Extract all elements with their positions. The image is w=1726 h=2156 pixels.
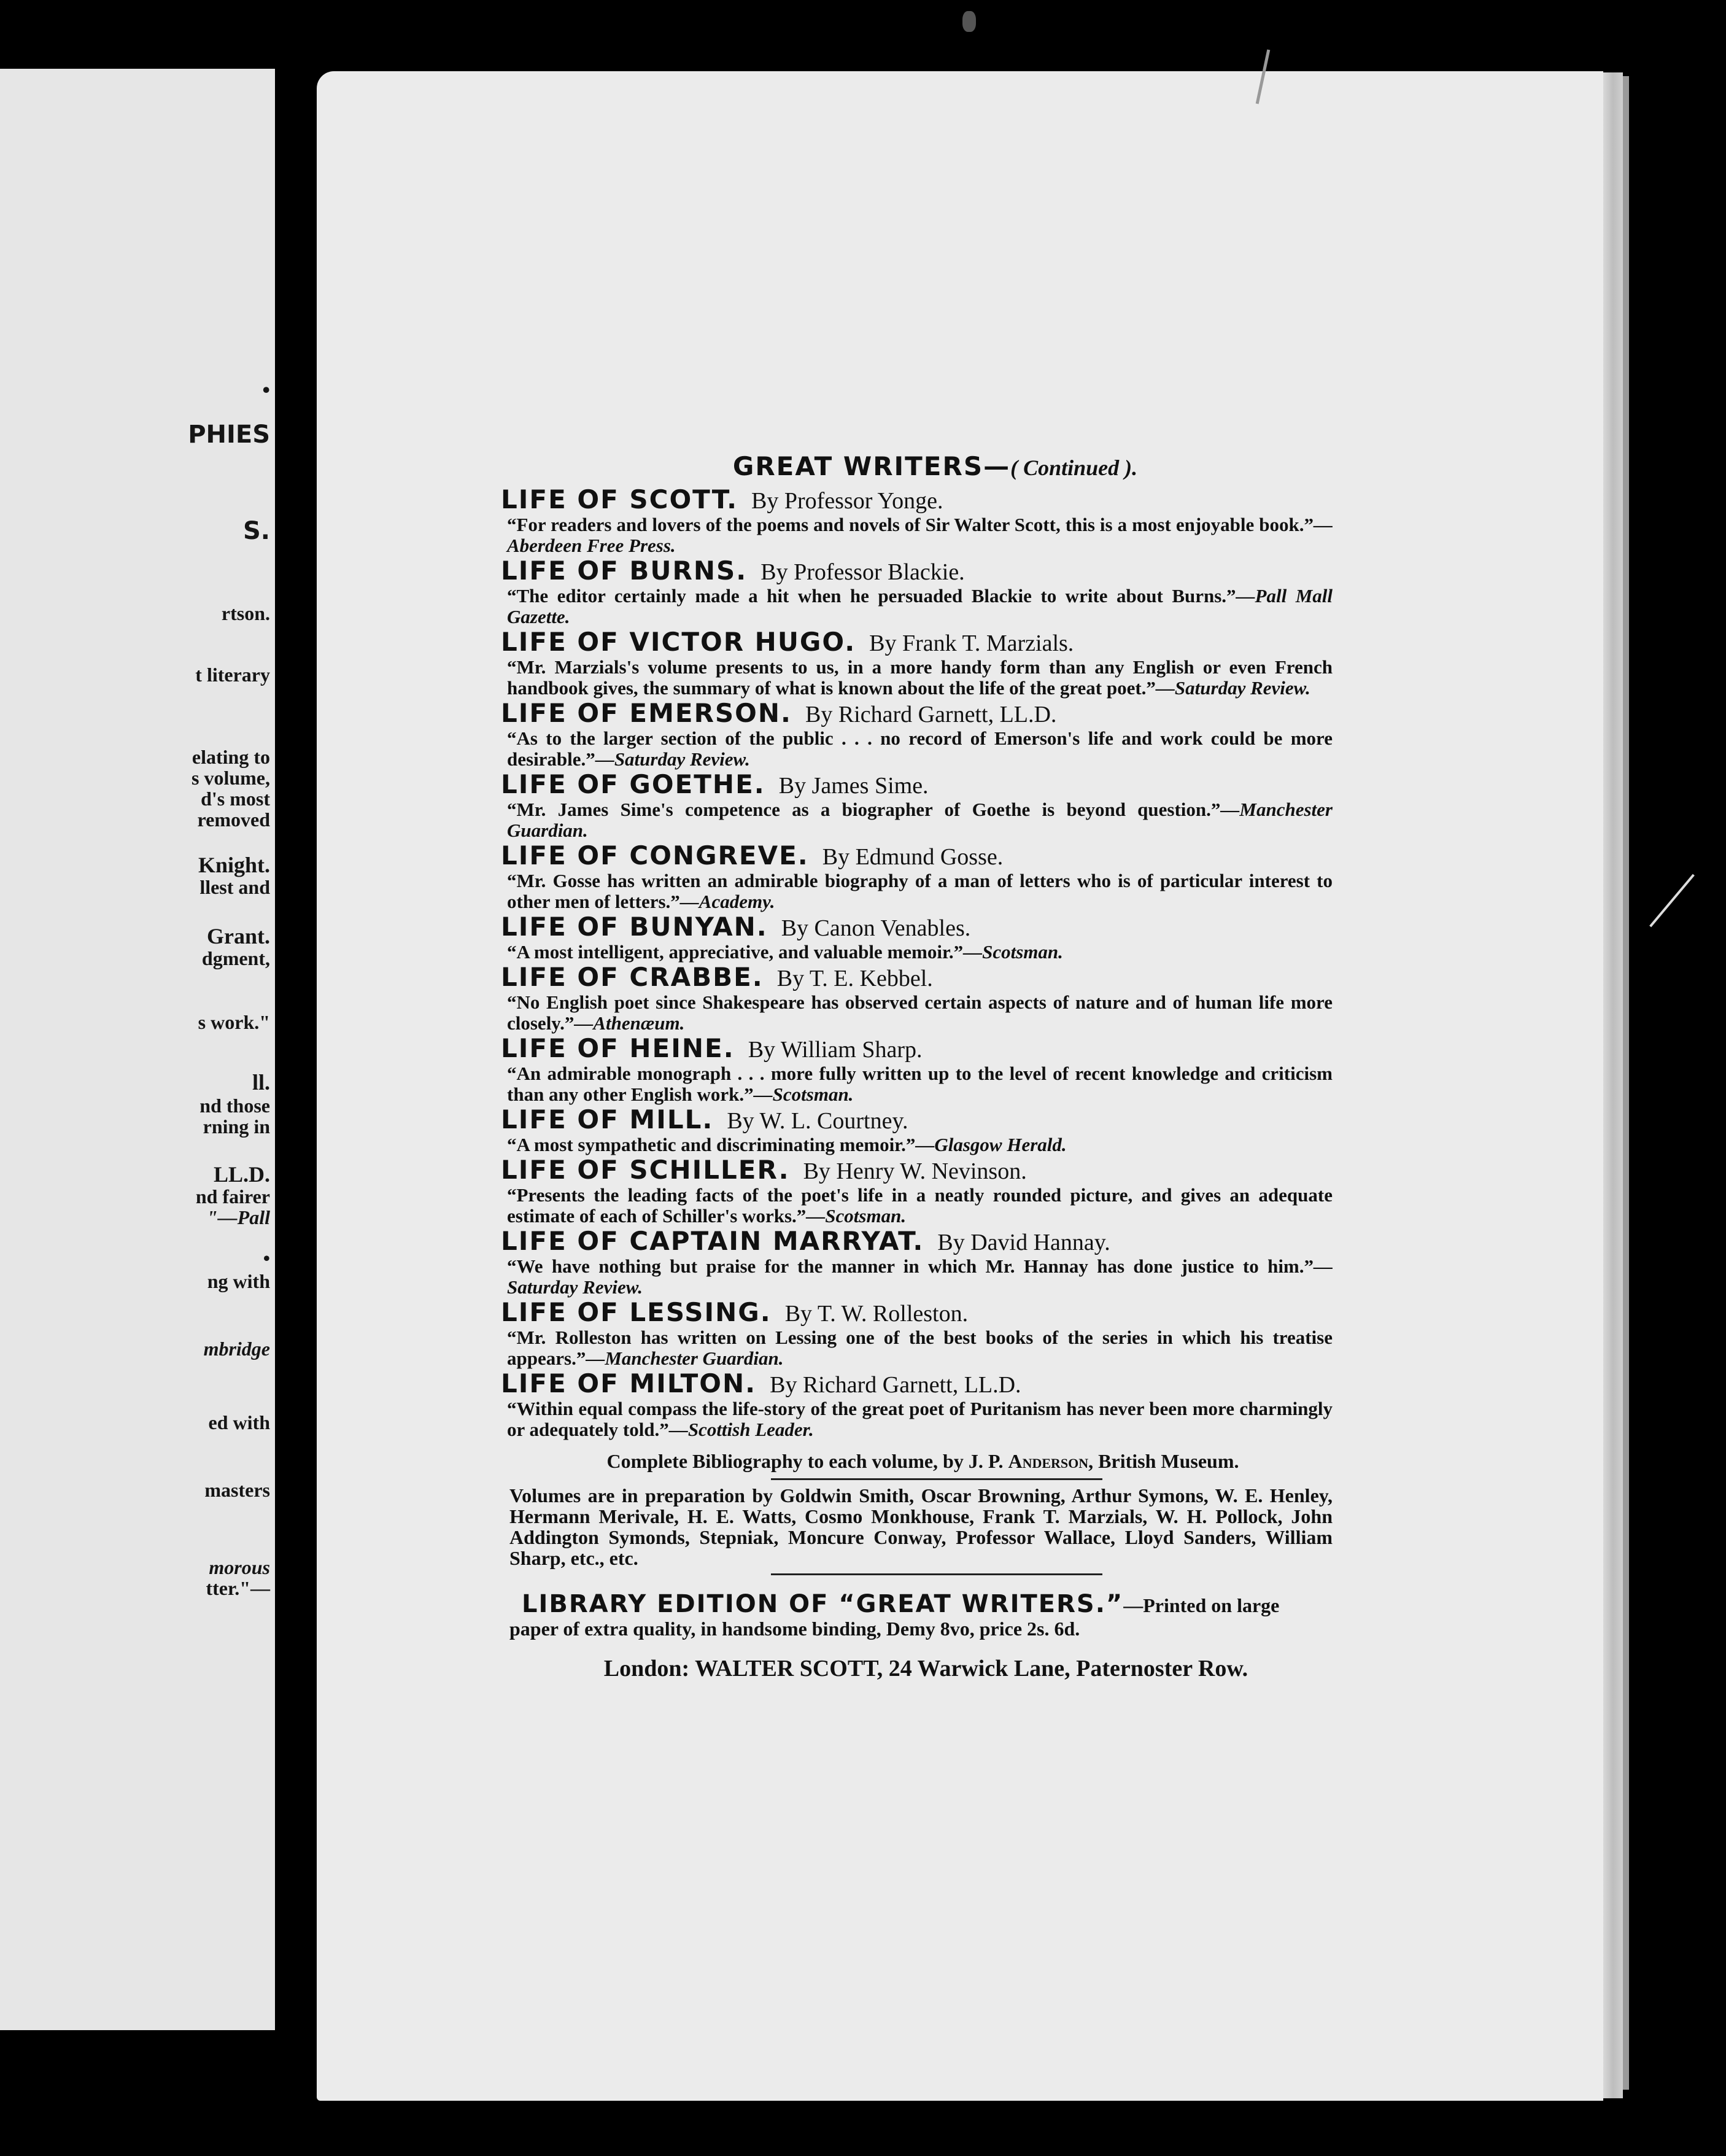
entry-title: LIFE OF CRABBE. xyxy=(501,962,764,992)
bibliography-suffix: British Museum. xyxy=(1098,1450,1239,1472)
review-quote: “A most sympathetic and discriminating memoir.” xyxy=(507,1134,916,1155)
entry-review xyxy=(501,1185,1333,1227)
entry-author: By Richard Garnett, LL.D. xyxy=(805,702,1057,727)
heading-continued: ( Continued ). xyxy=(1010,456,1138,480)
entry-title: LIFE OF EMERSON. xyxy=(501,698,792,728)
facing-page-fragment: morous xyxy=(209,1556,270,1578)
review-quote: “No English poet since Shakespeare has observed certain aspects of nature and of human life more closely.” xyxy=(507,991,1333,1034)
entry-review xyxy=(501,728,1333,770)
bibliography-name: Anderson, xyxy=(1008,1450,1094,1472)
facing-page-fragment: nd fairer xyxy=(195,1185,270,1208)
entry-title: LIFE OF BUNYAN. xyxy=(501,912,768,942)
library-edition-note xyxy=(501,1592,1333,1640)
review-quote: “A most intelligent, appreciative, and valuable memoir.” xyxy=(507,941,964,963)
book-entry xyxy=(501,1155,1333,1227)
entry-title: LIFE OF MILTON. xyxy=(501,1368,757,1398)
entry-review xyxy=(501,586,1333,627)
review-source: —Academy. xyxy=(679,891,775,912)
entry-author: By William Sharp. xyxy=(748,1037,923,1063)
book-entry xyxy=(501,556,1333,627)
facing-page-fragment: t literary xyxy=(195,664,270,686)
book-entry xyxy=(501,912,1333,963)
review-quote: “As to the larger section of the public . . . no record of Emerson's life and work could be more desirable.” xyxy=(507,727,1333,770)
facing-page-fragment: removed xyxy=(197,808,270,831)
review-quote: “Mr. James Sime's competence as a biographer of Goethe is beyond question.” xyxy=(507,799,1221,820)
scan-scratch xyxy=(1649,874,1695,928)
facing-page-fragment: elating to xyxy=(192,746,270,768)
entry-heading xyxy=(501,1105,1333,1134)
entry-author: By Canon Venables. xyxy=(781,915,971,941)
entry-heading xyxy=(501,963,1333,992)
entry-author: By T. W. Rolleston. xyxy=(784,1301,969,1327)
review-quote: “Within equal compass the life-story of the great poet of Puritanism has never been more charmingly or adequately told.” xyxy=(507,1398,1333,1440)
review-source: —Saturday Review. xyxy=(507,1255,1333,1298)
book-entry xyxy=(501,841,1333,912)
page-heading xyxy=(538,448,1333,485)
book-entry xyxy=(501,1034,1333,1105)
entry-review xyxy=(501,1134,1333,1155)
entry-heading xyxy=(501,556,1333,586)
review-source: —Manchester Guardian. xyxy=(507,799,1333,841)
entry-author: By T. E. Kebbel. xyxy=(776,966,933,991)
facing-page-fragment: "—Pall xyxy=(206,1206,270,1228)
review-quote: “An admirable monograph . . . more fully written up to the level of recent knowledge and criticism than any other English work.” xyxy=(507,1063,1333,1105)
review-source: —Aberdeen Free Press. xyxy=(507,514,1333,556)
entry-title: LIFE OF CONGREVE. xyxy=(501,840,809,871)
page-edge xyxy=(1603,72,1623,2098)
entry-title: LIFE OF LESSING. xyxy=(501,1297,772,1327)
entry-heading xyxy=(501,841,1333,871)
facing-page-fragment: • xyxy=(262,378,270,402)
book-entry xyxy=(501,1369,1333,1440)
entry-heading xyxy=(501,1298,1333,1327)
entry-heading xyxy=(501,1155,1333,1185)
review-source: —Scottish Leader. xyxy=(668,1419,814,1440)
entry-heading xyxy=(501,485,1333,514)
entry-author: By James Sime. xyxy=(778,773,929,799)
divider xyxy=(771,1573,1102,1575)
scan-speck xyxy=(962,11,976,32)
review-quote: “Mr. Marzials's volume presents to us, in a more handy form than any English or even French handbook gives, the summary of what is known about the life of the great poet.” xyxy=(507,656,1333,699)
entry-author: By Edmund Gosse. xyxy=(822,844,1004,870)
book-entry xyxy=(501,1105,1333,1155)
review-source: —Manchester Guardian. xyxy=(586,1348,784,1369)
entry-list xyxy=(501,485,1333,1440)
facing-page-fragment: Knight. xyxy=(198,853,270,877)
heading-text: GREAT WRITERS— xyxy=(732,451,1011,481)
entry-review xyxy=(501,942,1333,963)
facing-page-fragment: Grant. xyxy=(207,924,270,948)
entry-title: LIFE OF MILL. xyxy=(501,1104,714,1134)
entry-review xyxy=(501,514,1333,556)
review-source: —Scotsman. xyxy=(806,1205,907,1227)
review-source: —Saturday Review. xyxy=(1155,677,1310,699)
facing-page-fragment: • xyxy=(263,1247,270,1269)
entry-title: LIFE OF SCOTT. xyxy=(501,484,738,514)
entry-review xyxy=(501,992,1333,1034)
entry-review xyxy=(501,1063,1333,1105)
library-text: —Printed on large paper of extra quality, in handsome binding, Demy 8vo, price 2s. 6d. xyxy=(509,1594,1280,1640)
entry-title: LIFE OF GOETHE. xyxy=(501,769,765,799)
facing-page-fragment: mbridge xyxy=(203,1338,270,1360)
entry-author: By Henry W. Nevinson. xyxy=(803,1158,1027,1184)
entry-author: By W. L. Courtney. xyxy=(727,1108,908,1134)
facing-page-fragment: rtson. xyxy=(221,602,270,624)
book-entry xyxy=(501,699,1333,770)
review-source: —Scotsman. xyxy=(963,941,1063,963)
review-quote: “We have nothing but praise for the manner in which Mr. Hannay has done justice to him.” xyxy=(507,1255,1314,1277)
book-entry xyxy=(501,1227,1333,1298)
page-edge-shadow xyxy=(1623,76,1629,2090)
facing-page-fragment: s work." xyxy=(198,1011,270,1033)
facing-page-fragment: LL.D. xyxy=(213,1162,270,1187)
facing-page-fragment: masters xyxy=(204,1479,270,1501)
advertisement-text xyxy=(501,448,1333,1682)
entry-review xyxy=(501,1398,1333,1440)
entry-title: LIFE OF HEINE. xyxy=(501,1033,735,1063)
entry-heading xyxy=(501,1227,1333,1256)
facing-page-fragment: ed with xyxy=(208,1411,270,1433)
entry-review xyxy=(501,657,1333,699)
entry-heading xyxy=(501,1369,1333,1398)
entry-title: LIFE OF VICTOR HUGO. xyxy=(501,627,856,657)
bibliography-note xyxy=(501,1449,1333,1473)
review-quote: “The editor certainly made a hit when he persuaded Blackie to write about Burns.” xyxy=(507,585,1236,607)
facing-page-fragment: s volume, xyxy=(192,767,270,789)
facing-page-fragment: d's most xyxy=(201,788,270,810)
facing-page xyxy=(0,69,275,2030)
preparation-note: Volumes are in preparation by Goldwin Smith, Oscar Browning, Arthur Symons, W. E. Henley, Hermann Merivale, H. E. Watts, Cosmo Monkhouse, Frank T. Marzials, W. H. Pollock, John Addington Symonds, Stepniak, Moncure Conway, Professor Wallace, Lloyd Sanders, William Sharp, etc., etc. xyxy=(509,1484,1333,1569)
entry-heading xyxy=(501,627,1333,657)
facing-page-fragment: rning in xyxy=(203,1115,270,1138)
divider xyxy=(771,1478,1102,1480)
review-source: —Pall Mall Gazette. xyxy=(507,585,1333,627)
entry-author: By Frank T. Marzials. xyxy=(869,630,1074,656)
entry-heading xyxy=(501,770,1333,799)
entry-author: By David Hannay. xyxy=(937,1230,1110,1255)
facing-page-fragment: ll. xyxy=(252,1070,270,1095)
entry-review xyxy=(501,799,1333,841)
entry-title: LIFE OF SCHILLER. xyxy=(501,1155,790,1185)
entry-heading xyxy=(501,1034,1333,1063)
facing-page-fragment: PHIES xyxy=(188,421,270,449)
book-entry xyxy=(501,485,1333,556)
entry-review xyxy=(501,1327,1333,1369)
review-quote: “Presents the leading facts of the poet's life in a neatly rounded picture, and gives an adequate estimate of each of Schiller's works.” xyxy=(507,1184,1333,1227)
review-source: —Scotsman. xyxy=(753,1084,854,1105)
entry-heading xyxy=(501,699,1333,728)
facing-page-fragment: S. xyxy=(242,517,270,545)
entry-author: By Professor Yonge. xyxy=(751,488,943,514)
book-entry xyxy=(501,1298,1333,1369)
entry-review xyxy=(501,1256,1333,1298)
library-title: LIBRARY EDITION OF “GREAT WRITERS.” xyxy=(522,1590,1124,1618)
entry-title: LIFE OF BURNS. xyxy=(501,556,748,586)
book-entry xyxy=(501,770,1333,841)
publisher-address: London: WALTER SCOTT, 24 Warwick Lane, Paternoster Row. xyxy=(603,1656,1248,1681)
entry-author: By Richard Garnett, LL.D. xyxy=(770,1372,1021,1398)
book-entry xyxy=(501,627,1333,699)
facing-page-fragment: nd those xyxy=(199,1095,270,1117)
review-quote: “Mr. Gosse has written an admirable biography of a man of letters who is of particular interest to other men of letters.” xyxy=(507,870,1333,912)
book-entry xyxy=(501,963,1333,1034)
facing-page-fragment: llest and xyxy=(199,876,270,898)
review-source: —Athenæum. xyxy=(574,1012,685,1034)
review-quote: “Mr. Rolleston has written on Lessing one of the best books of the series in which his treatise appears.” xyxy=(507,1327,1333,1369)
facing-page-fragment: ng with xyxy=(207,1270,270,1292)
entry-title: LIFE OF CAPTAIN MARRYAT. xyxy=(501,1226,924,1256)
review-source: —Saturday Review. xyxy=(595,748,750,770)
facing-page-fragment: dgment, xyxy=(201,947,270,969)
review-source: —Glasgow Herald. xyxy=(915,1134,1067,1155)
entry-review xyxy=(501,871,1333,912)
facing-page-fragment: tter."— xyxy=(206,1577,270,1599)
entry-heading xyxy=(501,912,1333,942)
entry-author: By Professor Blackie. xyxy=(760,559,965,585)
review-quote: “For readers and lovers of the poems and novels of Sir Walter Scott, this is a most enjoyable book.” xyxy=(507,514,1314,535)
bibliography-prefix: Complete Bibliography to each volume, by J. P. xyxy=(606,1450,1004,1472)
